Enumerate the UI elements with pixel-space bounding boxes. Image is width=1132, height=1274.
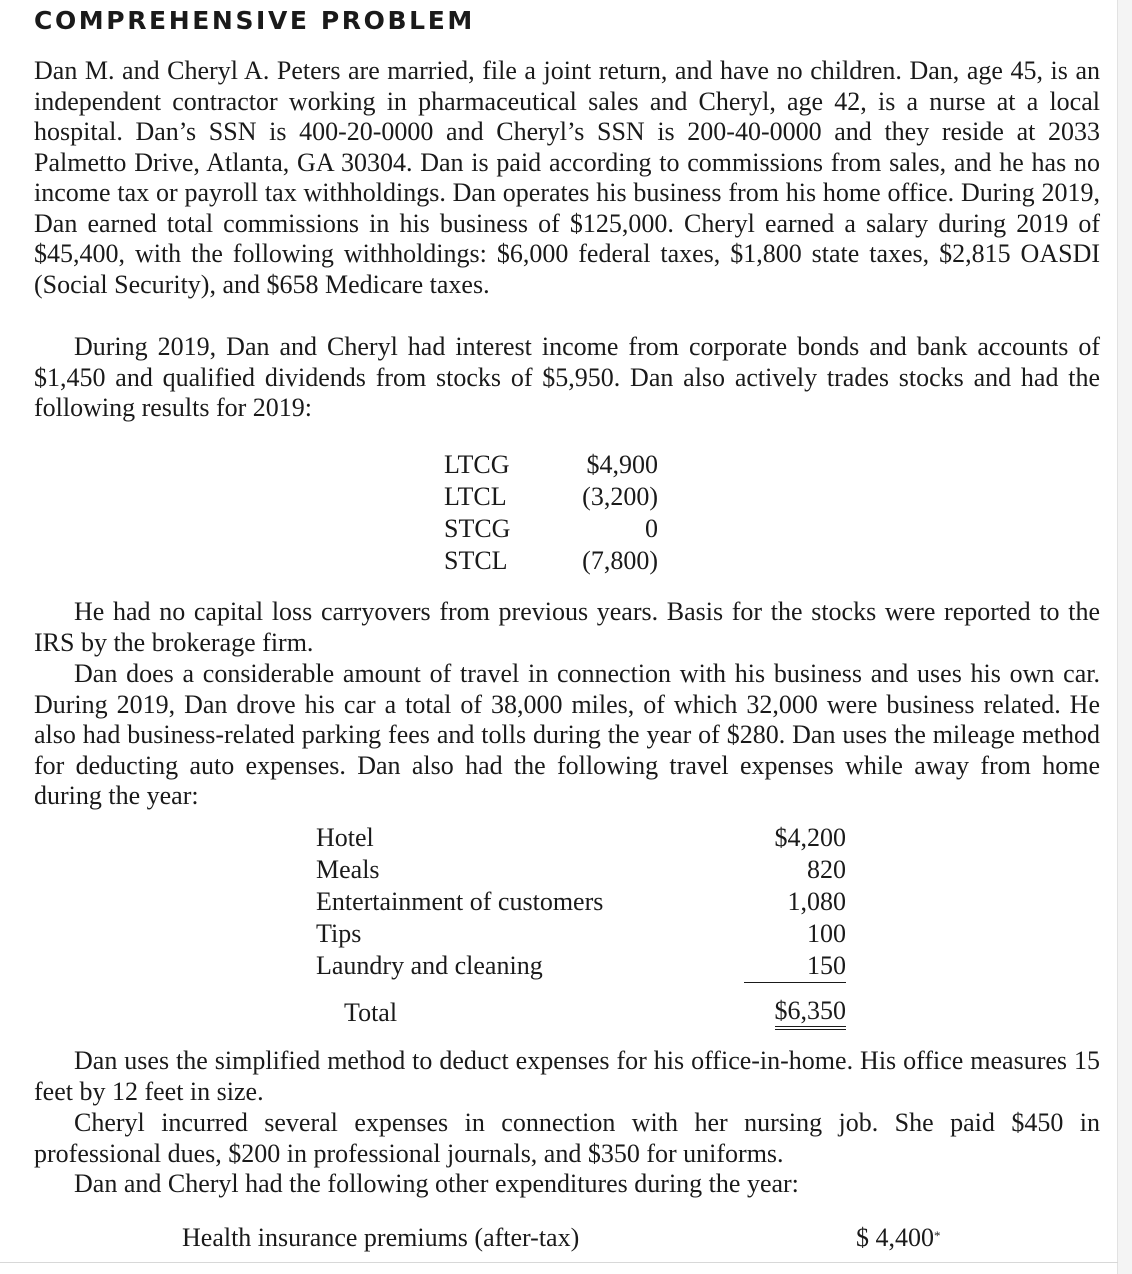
cg-amount: (3,200): [582, 482, 658, 511]
section-heading: COMPREHENSIVE PROBLEM: [34, 6, 475, 35]
investments-paragraph: During 2019, Dan and Cheryl had interest income from corporate bonds and bank accounts of $1,450 and qualified dividends from stocks of $5,950. Dan also actively trades stocks and had the following results for 2019:: [34, 332, 1100, 422]
cg-amount: 0: [645, 514, 658, 543]
other-intro-paragraph: Dan and Cheryl had the following other expenditures during the year:: [74, 1169, 799, 1198]
cg-label: LTCL: [444, 482, 507, 511]
other-item-cell: [856, 1222, 966, 1254]
capital-gains-table: [444, 449, 658, 577]
travel-paragraph: Dan does a considerable amount of travel in connection with his business and uses his own car. During 2019, Dan drove his car a total of 38,000 miles, of which 32,000 were business related. He also had business-related parking fees and tolls during the year of $280. Dan uses the mileage method for deducting auto expenses. Dan also had the following travel expenses while away from home during the year:: [34, 659, 1100, 810]
travel-item-label: Entertainment of customers: [316, 887, 604, 916]
travel-item-amount: 100: [807, 919, 846, 948]
table-row: [316, 854, 846, 886]
cg-label: STCL: [444, 546, 508, 575]
table-row: [316, 950, 846, 983]
other-expenditures-table: [182, 1222, 966, 1254]
other-item-amount: $ 4,400: [856, 1223, 934, 1252]
table-row: [444, 481, 658, 513]
table-row: [444, 513, 658, 545]
carryover-paragraph: He had no capital loss carryovers from previous years. Basis for the stocks were reported to the IRS by the brokerage firm.: [34, 597, 1100, 657]
table-row: [316, 886, 846, 918]
total-row: [316, 995, 846, 1030]
table-spacer: [316, 983, 846, 996]
cheryl-expenses-paragraph: Cheryl incurred several expenses in connection with her nursing job. She paid $450 in professional dues, $200 in professional journals, and $350 for uniforms.: [34, 1108, 1100, 1168]
travel-item-label: Tips: [316, 919, 362, 948]
cg-label: STCG: [444, 514, 511, 543]
cg-amount: $4,900: [586, 450, 658, 479]
table-row: [182, 1222, 966, 1254]
travel-item-label: Meals: [316, 855, 380, 884]
cg-amount: (7,800): [582, 546, 658, 575]
cg-label: LTCG: [444, 450, 510, 479]
page-edge: [1117, 0, 1132, 1274]
intro-paragraph: Dan M. and Cheryl A. Peters are married, file a joint return, and have no children. Dan, age 45, is an independent contractor working in pharmaceutical sales and Cheryl, age 42, is a nurse at a local hospital. Dan’s SSN is 400-20-0000 and Cheryl’s SSN is 200-40-0000 and they reside at 2033 Palmetto Drive, Atlanta, GA 30304. Dan is paid according to commissions from sales, and he has no income tax or payroll tax withholdings. Dan operates his business from his home office. During 2019, Dan earned total commissions in his business of $125,000. Cheryl earned a salary during 2019 of $45,400, with the following withholdings: $6,000 federal taxes, $1,800 state taxes, $2,815 OASDI (Social Security), and $658 Medicare taxes.: [34, 56, 1100, 299]
travel-item-amount: $4,200: [774, 823, 846, 852]
travel-item-label: Hotel: [316, 823, 374, 852]
other-item-label: Health insurance premiums (after-tax): [182, 1223, 580, 1252]
bottom-divider: [0, 1262, 1118, 1263]
table-row: [444, 449, 658, 481]
table-row: [316, 918, 846, 950]
travel-item-label: Laundry and cleaning: [316, 951, 543, 981]
travel-item-amount: 150: [744, 950, 846, 983]
office-paragraph: Dan uses the simplified method to deduct expenses for his office-in-home. His office measures 15 feet by 12 feet in size.: [34, 1046, 1100, 1106]
travel-item-amount: 1,080: [787, 887, 846, 916]
table-row: [444, 545, 658, 577]
table-row: [316, 822, 846, 854]
travel-total-cell: [744, 995, 846, 1030]
travel-item-amount: 820: [807, 855, 846, 884]
travel-total-amount: $6,350: [775, 996, 847, 1030]
travel-total-label: Total: [344, 997, 398, 1027]
travel-expenses-table: [316, 822, 846, 1030]
footnote-mark: *: [934, 1228, 941, 1243]
